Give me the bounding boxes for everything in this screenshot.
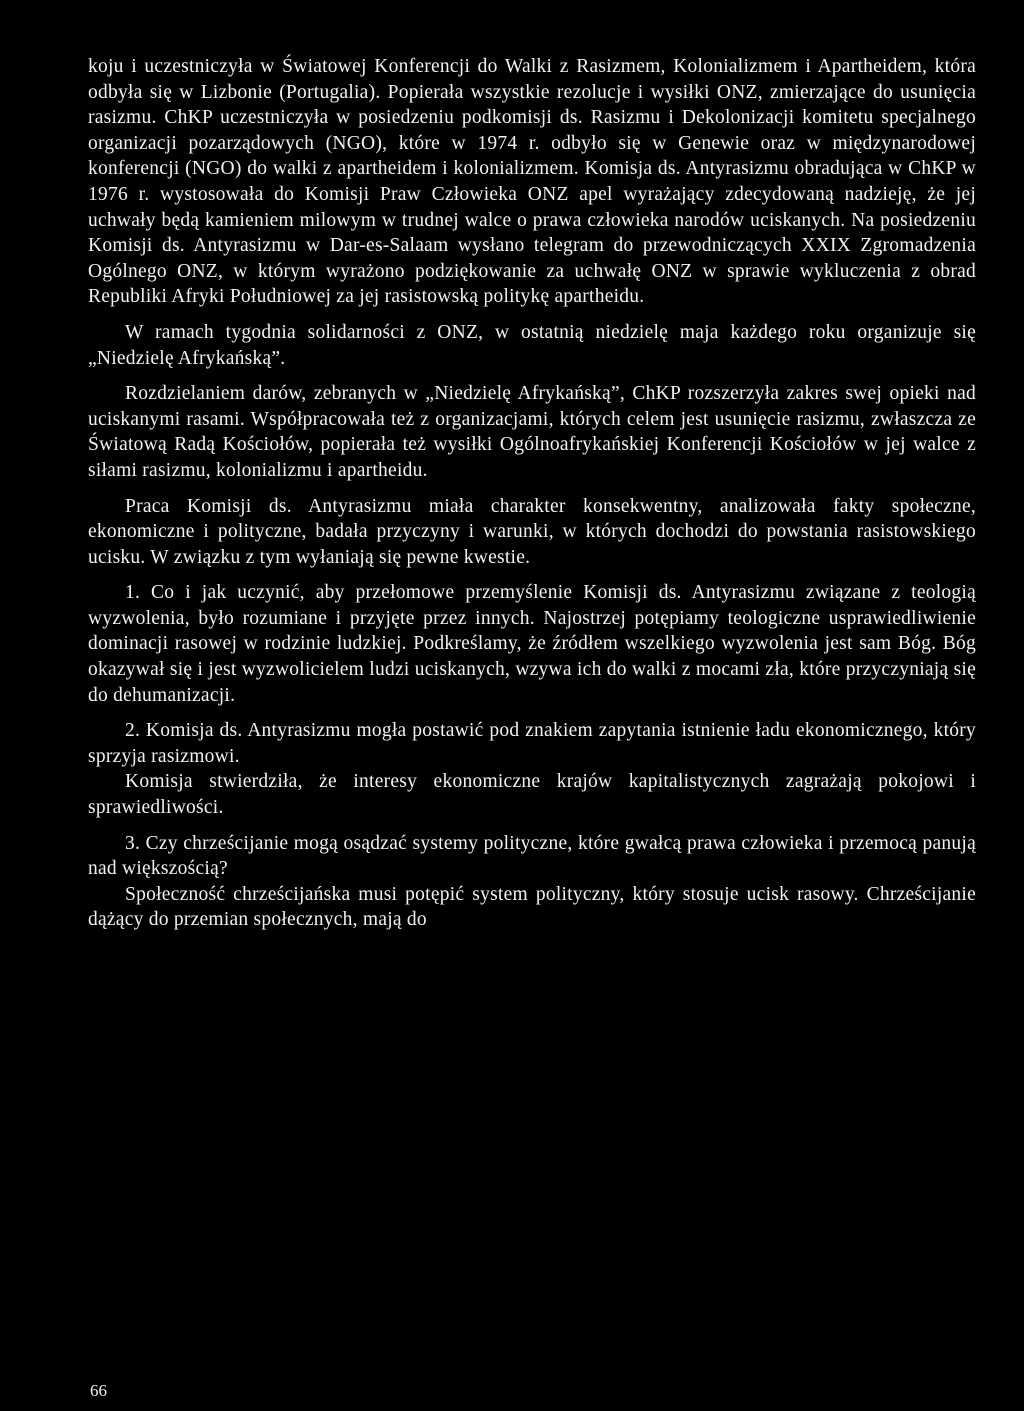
page-text [88,54,976,933]
numbered-item-1: 1. Co i jak uczynić, aby przełomowe przemyślenie Komisji ds. Antyrasizmu związane z teologią wyzwolenia, było rozumiane i przyjęte przez innych. Najostrzej potępiamy teologiczne usprawiedliwienie dominacji rasowej w rodzinie ludzkiej. Podkreślamy, że źródłem wszelkiego wyzwolenia jest sam Bóg. Bóg okazywał się i jest wyzwolicielem ludzi uciskanych, wzywa ich do walki z mocami zła, które przyczyniają się do dehumanizacji. [88,582,976,706]
page-number: 66 [90,1381,107,1400]
numbered-item-3: 3. Czy chrześcijanie mogą osądzać systemy polityczne, które gwałcą prawa człowieka i przemocą panują nad większością? [88,832,976,880]
paragraph-4: Praca Komisji ds. Antyrasizmu miała charakter konsekwentny, analizowała fakty społeczne, ekonomiczne i polityczne, badała przyczyny i warunki, w których dochodzi do powstania rasistowskiego ucisku. W związku z tym wyłaniają się pewne kwestie. [88,495,976,568]
paragraph-9: Społeczność chrześcijańska musi potępić system polityczny, który stosuje ucisk rasowy. Chrześcijanie dążący do przemian społecznych, mają do [88,883,976,931]
paragraph-7: Komisja stwierdziła, że interesy ekonomiczne krajów kapitalistycznych zagrażają pokojowi i sprawiedliwości. [88,771,976,819]
paragraph-1: koju i uczestniczyła w Światowej Konferencji do Walki z Rasizmem, Kolonializmem i Apartheidem, która odbyła się w Lizbonie (Portugalia). Popierała wszystkie rezolucje i wysiłki ONZ, zmierzające do usunięcia rasizmu. ChKP uczestniczyła w posiedzeniu podkomisji ds. Rasizmu i Dekolonizacji komitetu specjalnego organizacji pozarządowych (NGO), które w 1974 r. odbyło się w Genewie oraz w międzynarodowej konferencji (NGO) do walki z apartheidem i kolonializmem. Komisja ds. Antyrasizmu obradująca w ChKP w 1976 r. wystosowała do Komisji Praw Człowieka ONZ apel wyrażający zdecydowaną nadzieję, że jej uchwały będą kamieniem milowym w trudnej walce o prawa człowieka narodów uciskanych. Na posiedzeniu Komisji ds. Antyrasizmu w Dar-es-Salaam wysłano telegram do przewodniczących XXIX Zgromadzenia Ogólnego ONZ, w którym wyrażono podziękowanie za uchwałę ONZ w sprawie wykluczenia z obrad Republiki Afryki Południowej za jej rasistowską politykę apartheidu. [88,56,976,308]
numbered-item-2: 2. Komisja ds. Antyrasizmu mogła postawić pod znakiem zapytania istnienie ładu ekonomicznego, który sprzyja rasizmowi. [88,720,976,767]
paragraph-2: W ramach tygodnia solidarności z ONZ, w ostatnią niedzielę maja każdego roku organizuje się „Niedzielę Afrykańską”. [88,321,976,369]
paragraph-3: Rozdzielaniem darów, zebranych w „Niedzielę Afrykańską”, ChKP rozszerzyła zakres swej opieki nad uciskanymi rasami. Współpracowała też z organizacjami, których celem jest usunięcie rasizmu, zwłaszcza ze Światową Radą Kościołów, popierała też wysiłki Ogólnoafrykańskiej Konferencji Kościołów w jej walce z siłami rasizmu, kolonializmu i apartheidu. [88,383,976,481]
